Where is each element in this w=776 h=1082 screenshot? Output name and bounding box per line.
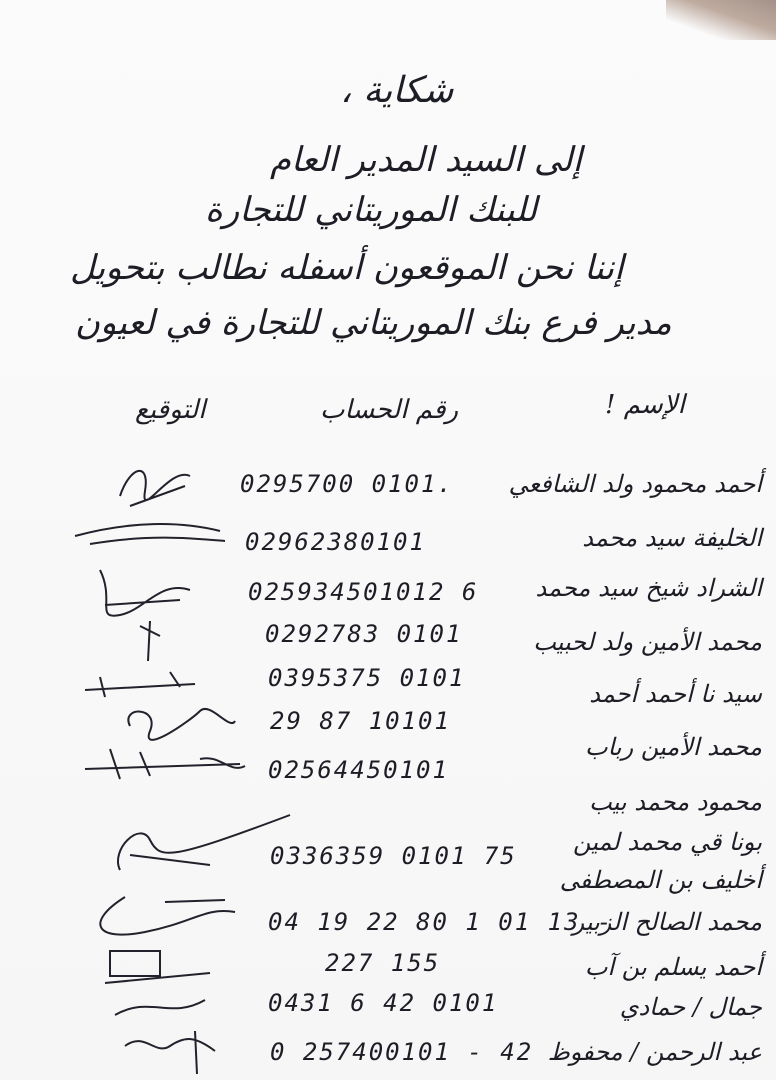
account-number: 0395375 0101 xyxy=(268,664,466,692)
member-name: الشراد شيخ سيد محمد xyxy=(535,574,762,602)
account-number: 0431 6 42 0101 xyxy=(268,989,499,1017)
signature-mark xyxy=(115,1026,225,1076)
signature-mark xyxy=(85,892,245,947)
member-name: جمال / حمادي xyxy=(619,993,762,1021)
signature-mark xyxy=(130,616,170,666)
account-number: 04 19 22 80 1 01 13 - xyxy=(268,908,614,936)
signature-mark xyxy=(110,985,210,1025)
account-number: 0292783 0101 xyxy=(265,620,463,648)
account-number: 025934501012 6 xyxy=(248,578,479,606)
member-name: الخليفة سيد محمد xyxy=(582,524,762,552)
account-number: 02962380101 xyxy=(245,528,426,556)
account-number: 0336359 0101 75 xyxy=(270,842,517,870)
addressee-line-2: للبنك الموريتاني للتجارة xyxy=(205,190,538,230)
member-name: سيد نا أحمد أحمد xyxy=(589,680,762,708)
table-row xyxy=(0,462,776,518)
member-name: محمد الأمين ولد لحبيب xyxy=(533,628,762,656)
header-name: الإسم ! xyxy=(605,390,685,420)
member-name: أخليف بن المصطفى xyxy=(559,866,762,894)
table-row xyxy=(0,1026,776,1082)
header-signature: التوقيع xyxy=(135,395,206,425)
header-account: رقم الحساب xyxy=(320,395,459,425)
table-row xyxy=(0,840,776,896)
signature-mark xyxy=(120,701,240,746)
request-line-1: إننا نحن الموقعون أسفله نطالب بتحويل xyxy=(70,248,624,288)
table-row xyxy=(0,750,776,816)
member-name: أحمد يسلم بن آب xyxy=(584,953,762,981)
signature-mark xyxy=(80,662,200,702)
signature-mark xyxy=(70,516,230,556)
signature-mark xyxy=(80,744,250,784)
document-title: شكاية ، xyxy=(340,70,454,111)
signature-mark xyxy=(110,456,200,516)
paper-fold-shadow xyxy=(666,0,776,40)
addressee-line-1: إلى السيد المدير العام xyxy=(270,140,582,180)
member-name: عبد الرحمن / محفوظ xyxy=(547,1038,762,1066)
member-name: محمد الأمين رباب xyxy=(585,733,762,761)
member-name: بونا قي محمد لمين xyxy=(573,828,762,856)
member-name: أحمد محمود ولد الشافعي xyxy=(508,470,762,498)
account-number: 0 257400101 - 42 xyxy=(270,1038,534,1066)
account-number: 02564450101 xyxy=(268,756,449,784)
account-number: 0295700 0101. xyxy=(240,470,454,498)
request-line-2: مدير فرع بنك الموريتاني للتجارة في لعيون xyxy=(75,303,672,343)
member-name: محمود محمد بيب xyxy=(589,788,762,816)
account-number: 29 87 10101 xyxy=(270,707,451,735)
member-name: محمد الصالح الزبير xyxy=(572,908,762,936)
account-number: 227 155 xyxy=(325,949,441,977)
